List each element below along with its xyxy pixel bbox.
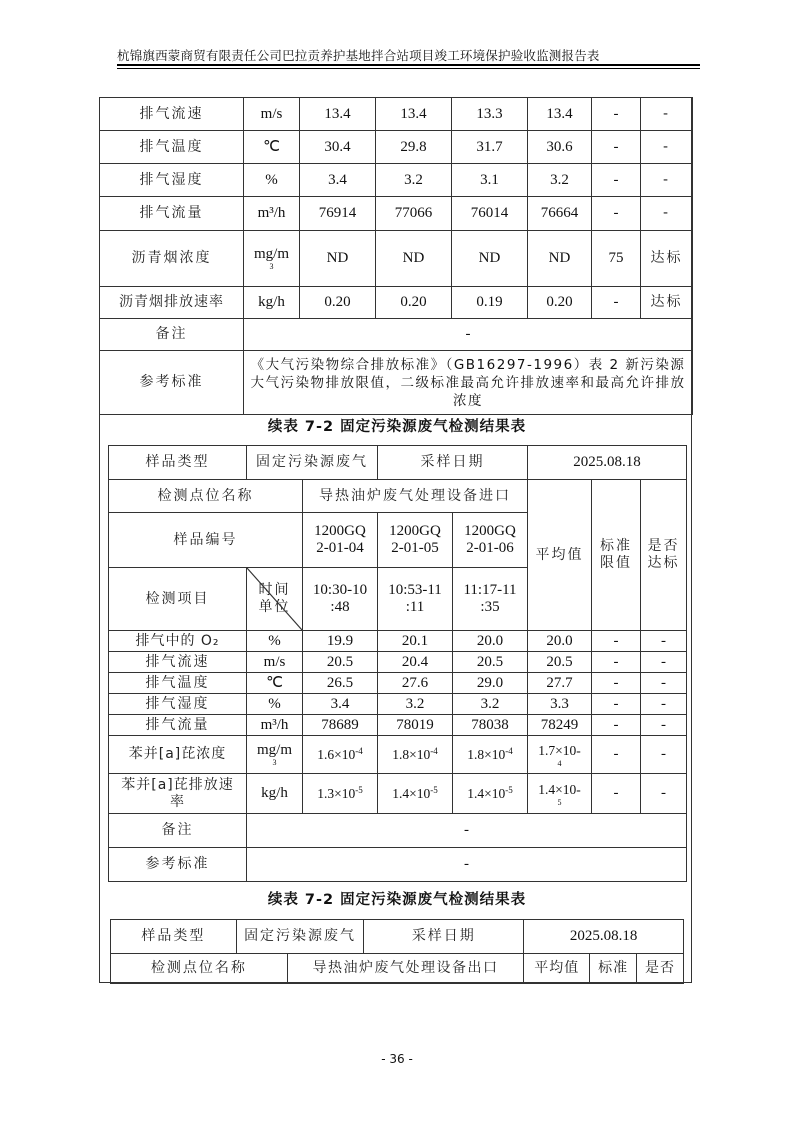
item-cell: 排气温度 — [100, 131, 244, 164]
sample-type-label: 样品类型 — [111, 920, 237, 954]
pass-cell: - — [641, 631, 687, 652]
table-row — [100, 231, 693, 287]
value-cell: 76914 — [300, 197, 376, 231]
remark-value: - — [244, 319, 693, 351]
table-row — [100, 197, 693, 231]
results-table-inlet — [108, 445, 687, 882]
value-cell: 26.5 — [303, 673, 378, 694]
item-cell: 排气流量 — [109, 715, 247, 736]
limit-cell: - — [592, 197, 641, 231]
item-cell: 苯并[a]芘浓度 — [109, 736, 247, 774]
limit-cell: - — [592, 631, 641, 652]
value-cell: 78019 — [378, 715, 453, 736]
table-row — [109, 673, 687, 694]
unit-label: 单位 — [258, 599, 291, 615]
sample-type-row — [109, 446, 687, 480]
unit-cell: % — [244, 164, 300, 197]
pass-cell: - — [641, 197, 693, 231]
remark-label: 备注 — [100, 319, 244, 351]
header-rule-thick — [117, 64, 700, 66]
unit-cell: kg/h — [247, 774, 303, 814]
value-exponent: -4 — [430, 746, 438, 756]
limit-cell: - — [592, 652, 641, 673]
value-cell: ND — [452, 231, 528, 287]
item-cell: 排气流速 — [109, 652, 247, 673]
value-base: 1.6×10 — [317, 747, 356, 762]
value-exponent: -4 — [355, 746, 363, 756]
average-header: 平均值 — [524, 954, 590, 984]
value-cell: 3.2 — [378, 694, 453, 715]
value-base: 1.3×10 — [317, 786, 356, 801]
value-cell: 78689 — [303, 715, 378, 736]
value-base: 1.8×10 — [392, 747, 431, 762]
value-cell: 20.5 — [303, 652, 378, 673]
point-value: 导热油炉废气处理设备出口 — [287, 954, 523, 984]
limit-cell: - — [592, 98, 641, 131]
value-cell: 27.6 — [378, 673, 453, 694]
unit-sub: 3 — [269, 262, 274, 271]
unit-cell: % — [247, 694, 303, 715]
pass-header: 是否 — [637, 954, 684, 984]
average-cell: 78249 — [528, 715, 592, 736]
value-cell: 0.19 — [452, 287, 528, 319]
remark-label: 备注 — [109, 814, 247, 848]
value-cell: 3.2 — [376, 164, 452, 197]
value-cell — [453, 774, 528, 814]
reference-label: 参考标准 — [100, 351, 244, 415]
value-cell: 29.0 — [453, 673, 528, 694]
value-exponent: -4 — [505, 746, 513, 756]
limit-cell: - — [592, 131, 641, 164]
value-cell: 20.1 — [378, 631, 453, 652]
unit-main: mg/m — [256, 742, 292, 758]
sample-type-row — [111, 920, 684, 954]
remark-row — [109, 814, 687, 848]
limit-cell: - — [592, 673, 641, 694]
pass-cell: - — [641, 652, 687, 673]
average-cell — [528, 774, 592, 814]
value-cell: 31.7 — [452, 131, 528, 164]
item-cell: 排气流速 — [100, 98, 244, 131]
item-cell: 沥青烟排放速率 — [100, 287, 244, 319]
pass-cell: - — [641, 673, 687, 694]
value-cell: 3.4 — [300, 164, 376, 197]
point-value: 导热油炉废气处理设备进口 — [303, 480, 528, 513]
value-cell — [303, 774, 378, 814]
unit-main: mg/m — [253, 246, 289, 262]
pass-cell: - — [641, 736, 687, 774]
sample-no-cell: 1200GQ 2-01-06 — [453, 513, 528, 568]
remark-row — [100, 319, 693, 351]
value-cell: 30.4 — [300, 131, 376, 164]
page-number: - 36 - — [381, 1052, 413, 1066]
value-exponent-wrap: 5 — [557, 797, 562, 807]
point-label: 检测点位名称 — [109, 480, 303, 513]
limit-header: 标准 — [590, 954, 637, 984]
value-exponent: -5 — [505, 785, 513, 795]
value-base: 1.8×10 — [467, 747, 506, 762]
sampling-date-value: 2025.08.18 — [528, 446, 687, 480]
value-cell — [378, 736, 453, 774]
table-row — [100, 164, 693, 197]
sample-type-label: 样品类型 — [109, 446, 247, 480]
item-cell: 排气湿度 — [109, 694, 247, 715]
average-cell: 27.7 — [528, 673, 592, 694]
item-header: 检测项目 — [109, 568, 247, 631]
value-cell: 20.0 — [453, 631, 528, 652]
sampling-date-label: 采样日期 — [364, 920, 524, 954]
average-cell — [528, 736, 592, 774]
limit-cell: - — [592, 774, 641, 814]
limit-cell: - — [592, 715, 641, 736]
value-cell: ND — [300, 231, 376, 287]
pass-cell: - — [641, 774, 687, 814]
value-cell: 0.20 — [376, 287, 452, 319]
pass-cell: 达标 — [641, 287, 693, 319]
average-cell: 13.4 — [528, 98, 592, 131]
unit-cell: m/s — [244, 98, 300, 131]
item-cell: 沥青烟浓度 — [100, 231, 244, 287]
value-cell — [303, 736, 378, 774]
average-cell: 30.6 — [528, 131, 592, 164]
table-row — [109, 736, 687, 774]
value-base: 1.7×10- — [538, 742, 581, 758]
value-cell: ND — [376, 231, 452, 287]
sample-no-cell: 1200GQ 2-01-04 — [303, 513, 378, 568]
value-cell: 76014 — [452, 197, 528, 231]
pass-header: 是否达标 — [641, 480, 687, 631]
table-row — [100, 131, 693, 164]
value-cell: 77066 — [376, 197, 452, 231]
sample-type-value: 固定污染源废气 — [247, 446, 378, 480]
limit-cell: - — [592, 164, 641, 197]
average-cell: 3.3 — [528, 694, 592, 715]
time-cell: 10:53-11 :11 — [378, 568, 453, 631]
average-cell: 20.5 — [528, 652, 592, 673]
pass-cell: 达标 — [641, 231, 693, 287]
table-row — [100, 98, 693, 131]
value-cell: 20.4 — [378, 652, 453, 673]
value-base: 1.4×10 — [467, 786, 506, 801]
pass-cell: - — [641, 694, 687, 715]
item-cell: 排气湿度 — [100, 164, 244, 197]
point-label: 检测点位名称 — [111, 954, 288, 984]
table-row — [109, 715, 687, 736]
diagonal-divider — [247, 568, 302, 630]
limit-header: 标准限值 — [592, 480, 641, 631]
value-cell: 78038 — [453, 715, 528, 736]
unit-cell: ℃ — [244, 131, 300, 164]
average-cell: 20.0 — [528, 631, 592, 652]
time-unit-header — [247, 568, 303, 631]
value-cell: 13.4 — [376, 98, 452, 131]
average-cell: 0.20 — [528, 287, 592, 319]
value-cell: 19.9 — [303, 631, 378, 652]
results-table-outlet — [110, 919, 684, 984]
sample-type-value: 固定污染源废气 — [236, 920, 364, 954]
sampling-date-label: 采样日期 — [378, 446, 528, 480]
unit-cell: m³/h — [247, 715, 303, 736]
reference-row — [100, 351, 693, 415]
results-table-continued — [99, 97, 693, 415]
unit-cell: kg/h — [244, 287, 300, 319]
table-row — [109, 694, 687, 715]
table-row — [100, 287, 693, 319]
limit-cell: - — [592, 694, 641, 715]
value-cell: 0.20 — [300, 287, 376, 319]
pass-cell: - — [641, 715, 687, 736]
item-cell: 排气流量 — [100, 197, 244, 231]
limit-cell: - — [592, 287, 641, 319]
item-cell: 排气温度 — [109, 673, 247, 694]
average-cell: 3.2 — [528, 164, 592, 197]
sampling-date-value: 2025.08.18 — [524, 920, 684, 954]
unit-cell — [244, 231, 300, 287]
table-row — [109, 652, 687, 673]
value-base: 1.4×10- — [538, 781, 581, 797]
pass-cell: - — [641, 131, 693, 164]
reference-value: 《大气污染物综合排放标准》（GB16297-1996）表 2 新污染源大气污染物排放限值，二级标准最高允许排放速率和最高允许排放浓度 — [244, 351, 693, 415]
value-base: 1.4×10 — [392, 786, 431, 801]
unit-cell: m/s — [247, 652, 303, 673]
average-header: 平均值 — [528, 480, 592, 631]
value-cell — [453, 736, 528, 774]
point-row — [109, 480, 687, 513]
sample-no-label: 样品编号 — [109, 513, 303, 568]
value-cell: 20.5 — [453, 652, 528, 673]
limit-cell: - — [592, 736, 641, 774]
time-cell: 11:17-11 :35 — [453, 568, 528, 631]
average-cell: ND — [528, 231, 592, 287]
reference-label: 参考标准 — [109, 848, 247, 882]
value-cell: 29.8 — [376, 131, 452, 164]
reference-row — [109, 848, 687, 882]
reference-value: - — [247, 848, 687, 882]
value-exponent: -5 — [430, 785, 438, 795]
value-exponent: -5 — [355, 785, 363, 795]
value-cell: 3.4 — [303, 694, 378, 715]
item-cell: 排气中的 O₂ — [109, 631, 247, 652]
point-row — [111, 954, 684, 984]
time-cell: 10:30-10 :48 — [303, 568, 378, 631]
unit-cell: % — [247, 631, 303, 652]
unit-cell — [247, 736, 303, 774]
sample-no-cell: 1200GQ 2-01-05 — [378, 513, 453, 568]
value-cell: 13.4 — [300, 98, 376, 131]
remark-value: - — [247, 814, 687, 848]
pass-cell: - — [641, 98, 693, 131]
unit-cell: ℃ — [247, 673, 303, 694]
limit-cell: 75 — [592, 231, 641, 287]
item-cell: 苯并[a]芘排放速率 — [109, 774, 247, 814]
unit-cell: m³/h — [244, 197, 300, 231]
value-cell: 3.2 — [453, 694, 528, 715]
unit-sub: 3 — [272, 758, 277, 767]
value-cell: 13.3 — [452, 98, 528, 131]
value-cell: 3.1 — [452, 164, 528, 197]
table-row — [109, 631, 687, 652]
value-exponent-wrap: 4 — [557, 758, 562, 768]
pass-cell: - — [641, 164, 693, 197]
table-caption: 续表 7-2 固定污染源废气检测结果表 — [267, 419, 527, 435]
header-rule-thin — [117, 68, 700, 69]
table-row — [109, 774, 687, 814]
table-caption: 续表 7-2 固定污染源废气检测结果表 — [267, 892, 527, 908]
average-cell: 76664 — [528, 197, 592, 231]
value-cell — [378, 774, 453, 814]
running-header: 杭锦旗西蒙商贸有限责任公司巴拉贡养护基地拌合站项目竣工环境保护验收监测报告表 — [117, 48, 600, 63]
time-label: 时间 — [258, 582, 291, 598]
